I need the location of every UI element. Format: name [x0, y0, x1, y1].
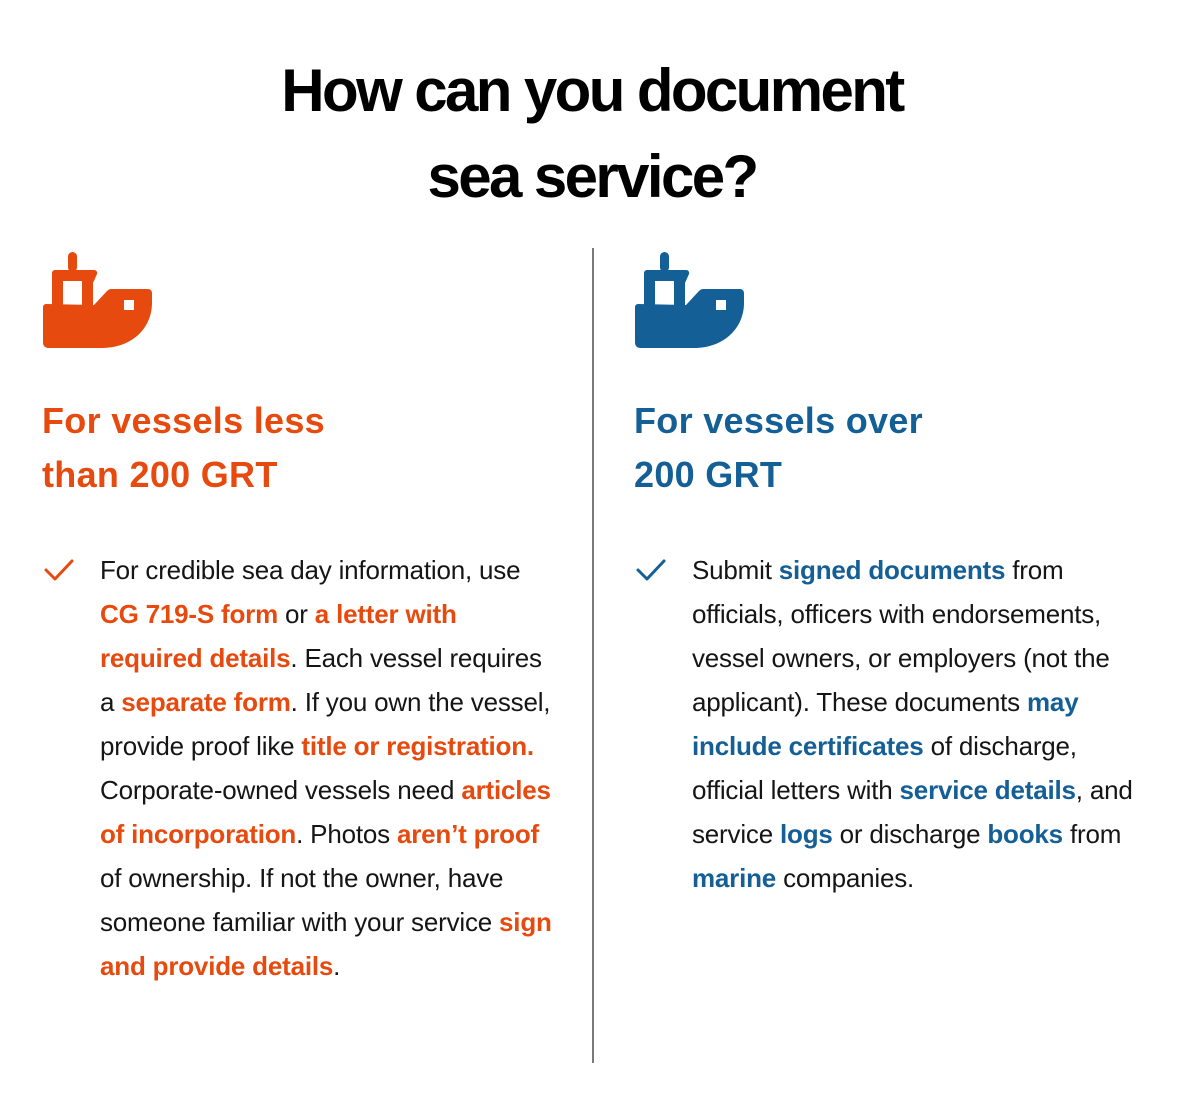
- requirement-text: Submit signed documents from officials, officers with endorsements, vessel owners, or employers (not the applicant). These documents may include certificates of discharge, official letters with service details, and service logs or discharge books from marine companies.: [692, 555, 1133, 893]
- ship-icon: [42, 252, 154, 350]
- small-vessels-column: [42, 252, 562, 988]
- large-vessels-heading: For vessels over 200 GRT: [634, 400, 923, 495]
- highlight-logs: logs: [779, 819, 833, 849]
- highlight-signed-documents: signed documents: [778, 555, 1006, 585]
- checkmark-icon: [636, 558, 666, 582]
- highlight-separate-form: separate form: [121, 687, 291, 717]
- highlight-sign-and-provide-details: sign and provide details: [100, 907, 552, 981]
- column-divider: [592, 248, 594, 1063]
- highlight-letter-with-details: a letter with required details: [100, 599, 457, 673]
- large-vessels-column: [634, 252, 1154, 900]
- highlight-title-or-registration: title or registration.: [301, 731, 534, 761]
- small-vessels-requirement: [42, 548, 562, 988]
- requirement-text: For credible sea day information, use CG 719-S form or a letter with required details. Each vessel requires a separate form. If you own the vessel, provide proof like title or registration. Corporate-owned vessels need articles of incorporation. Photos aren’t proof of ownership. If not the owner, have someone familiar with your service sign and provide details.: [100, 555, 552, 981]
- highlight-articles-of-incorporation: articles of incorporation: [100, 775, 551, 849]
- ship-icon: [634, 252, 746, 350]
- page-title: [0, 48, 1184, 220]
- highlight-books: books: [987, 819, 1063, 849]
- highlight-may-include-certificates: may include certificates: [692, 687, 1079, 761]
- large-vessels-requirement: [634, 548, 1154, 900]
- page-title-line-1: How can you document: [281, 57, 903, 124]
- highlight-arent-proof: aren’t proof: [396, 819, 540, 849]
- highlight-marine: marine: [692, 863, 777, 893]
- small-vessels-heading: For vessels less than 200 GRT: [42, 400, 325, 495]
- highlight-service-details: service details: [899, 775, 1076, 805]
- page-title-line-2: sea service?: [427, 143, 757, 210]
- checkmark-icon: [44, 558, 74, 582]
- highlight-cg719s-form: CG 719-S form: [100, 599, 279, 629]
